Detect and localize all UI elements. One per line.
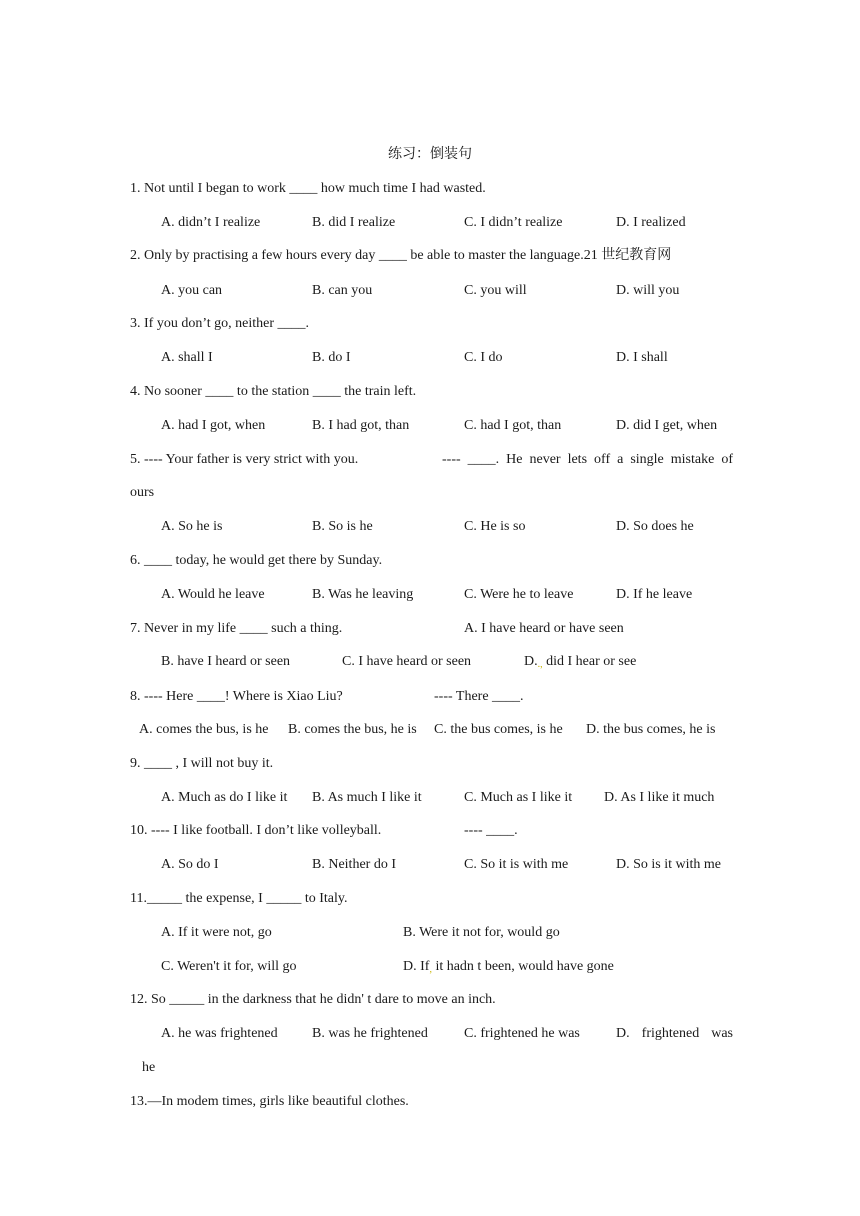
question-4-option-d: D. did I get, when xyxy=(616,418,718,433)
question-6-option-b: B. Was he leaving xyxy=(312,587,414,602)
stem-part: off xyxy=(594,452,611,467)
stem-part: lets xyxy=(567,452,588,467)
question-6-option-a: A. Would he leave xyxy=(161,587,265,602)
question-10-option-d: D. So is it with me xyxy=(616,857,722,872)
question-8-option-a: A. comes the bus, is he xyxy=(139,722,269,737)
question-7-option-b: B. have I heard or seen xyxy=(161,654,291,669)
question-3-stem: 3. If you don’t go, neither ____. xyxy=(130,316,309,331)
stem-part: mistake xyxy=(670,452,715,467)
question-1-stem: 1. Not until I began to work ____ how much time I had wasted. xyxy=(130,181,486,196)
question-5-option-d: D. So does he xyxy=(616,519,694,534)
question-12-option-c: C. frightened he was xyxy=(464,1026,580,1041)
question-1-option-a: A. didn’t I realize xyxy=(161,215,261,230)
question-10-option-a: A. So do I xyxy=(161,857,219,872)
question-6-stem: 6. ____ today, he would get there by Sunday. xyxy=(130,553,383,568)
question-6-option-c: C. Were he to leave xyxy=(464,587,574,602)
stem-part: single xyxy=(630,452,664,467)
question-7-option-c: C. I have heard or seen xyxy=(342,654,472,669)
question-4-option-a: A. had I got, when xyxy=(161,418,266,433)
question-10-stem: 10. ---- I like football. I don’t like volleyball. xyxy=(130,823,382,838)
question-8-stem: 8. ---- Here ____! Where is Xiao Liu? xyxy=(130,689,343,704)
question-6-option-d: D. If he leave xyxy=(616,587,693,602)
question-5-stem xyxy=(130,451,733,469)
option-letter: D. If xyxy=(403,959,430,974)
option-text: was xyxy=(711,1026,733,1041)
question-8-option-c: C. the bus comes, is he xyxy=(434,722,563,737)
page-title: 练习：倒装句 xyxy=(388,147,472,162)
option-text: frightened xyxy=(641,1026,700,1041)
question-11-option-a: A. If it were not, go xyxy=(161,925,272,940)
option-text: did I hear or see xyxy=(546,654,637,669)
question-2-option-c: C. you will xyxy=(464,283,527,298)
question-2-option-a: A. you can xyxy=(161,283,223,298)
question-12-option-d xyxy=(616,1025,733,1043)
question-11-option-b: B. Were it not for, would go xyxy=(403,925,560,940)
question-10-option-b: B. Neither do I xyxy=(312,857,396,872)
stem-part: never xyxy=(529,452,561,467)
stem-reply xyxy=(442,451,733,469)
edit-mark-icon: , xyxy=(429,964,432,975)
question-7-option-d xyxy=(524,653,636,674)
question-13-stem: 13.—In modem times, girls like beautiful clothes. xyxy=(130,1094,409,1109)
question-4-option-c: C. had I got, than xyxy=(464,418,562,433)
question-1-option-c: C. I didn’t realize xyxy=(464,215,563,230)
question-3-option-b: B. do I xyxy=(312,350,351,365)
question-11-option-d xyxy=(403,958,614,979)
edit-mark-icon: ., xyxy=(537,659,543,670)
question-4-stem: 4. No sooner ____ to the station ____ the train left. xyxy=(130,384,417,399)
question-7-option-a: A. I have heard or have seen xyxy=(464,621,624,636)
stem-part: a xyxy=(617,452,624,467)
option-letter: D. xyxy=(616,1026,630,1041)
question-1-option-b: B. did I realize xyxy=(312,215,396,230)
question-10-option-c: C. So it is with me xyxy=(464,857,569,872)
question-12-stem: 12. So _____ in the darkness that he didn' t dare to move an inch. xyxy=(130,992,496,1007)
question-5-option-c: C. He is so xyxy=(464,519,526,534)
question-4-option-b: B. I had got, than xyxy=(312,418,410,433)
question-9-option-d: D. As I like it much xyxy=(604,790,715,805)
question-9-stem: 9. ____ , I will not buy it. xyxy=(130,756,274,771)
question-2-option-d: D. will you xyxy=(616,283,680,298)
question-3-option-d: D. I shall xyxy=(616,350,668,365)
question-12-option-b: B. was he frightened xyxy=(312,1026,428,1041)
question-2-option-b: B. can you xyxy=(312,283,373,298)
stem-part: of xyxy=(721,452,733,467)
question-5-stem-continued: ours xyxy=(130,485,155,500)
option-letter: D. xyxy=(524,654,538,669)
stem-part: 5. ---- Your father is very strict with you. xyxy=(130,452,359,467)
question-5-option-b: B. So is he xyxy=(312,519,373,534)
question-2-stem: 2. Only by practising a few hours every day ____ be able to master the language.21 世纪教育网 xyxy=(130,248,672,263)
question-9-option-b: B. As much I like it xyxy=(312,790,422,805)
question-10-stem-reply: ---- ____. xyxy=(464,823,518,838)
question-9-option-c: C. Much as I like it xyxy=(464,790,573,805)
question-1-option-d: D. I realized xyxy=(616,215,686,230)
question-3-option-c: C. I do xyxy=(464,350,503,365)
stem-part: He xyxy=(506,452,523,467)
stem-part: ____. xyxy=(467,452,500,467)
question-8-stem-reply: ---- There ____. xyxy=(434,689,524,704)
question-11-option-c: C. Weren't it for, will go xyxy=(161,959,297,974)
option-text: it hadn t been, would have gone xyxy=(435,959,614,974)
question-12-option-continued: he xyxy=(142,1060,156,1075)
question-3-option-a: A. shall I xyxy=(161,350,213,365)
question-5-option-a: A. So he is xyxy=(161,519,223,534)
question-7-stem: 7. Never in my life ____ such a thing. xyxy=(130,621,343,636)
stem-part: ---- xyxy=(442,452,461,467)
question-8-option-d: D. the bus comes, he is xyxy=(586,722,716,737)
question-12-option-a: A. he was frightened xyxy=(161,1026,278,1041)
question-8-option-b: B. comes the bus, he is xyxy=(288,722,417,737)
question-9-option-a: A. Much as do I like it xyxy=(161,790,288,805)
question-11-stem: 11._____ the expense, I _____ to Italy. xyxy=(130,891,348,906)
